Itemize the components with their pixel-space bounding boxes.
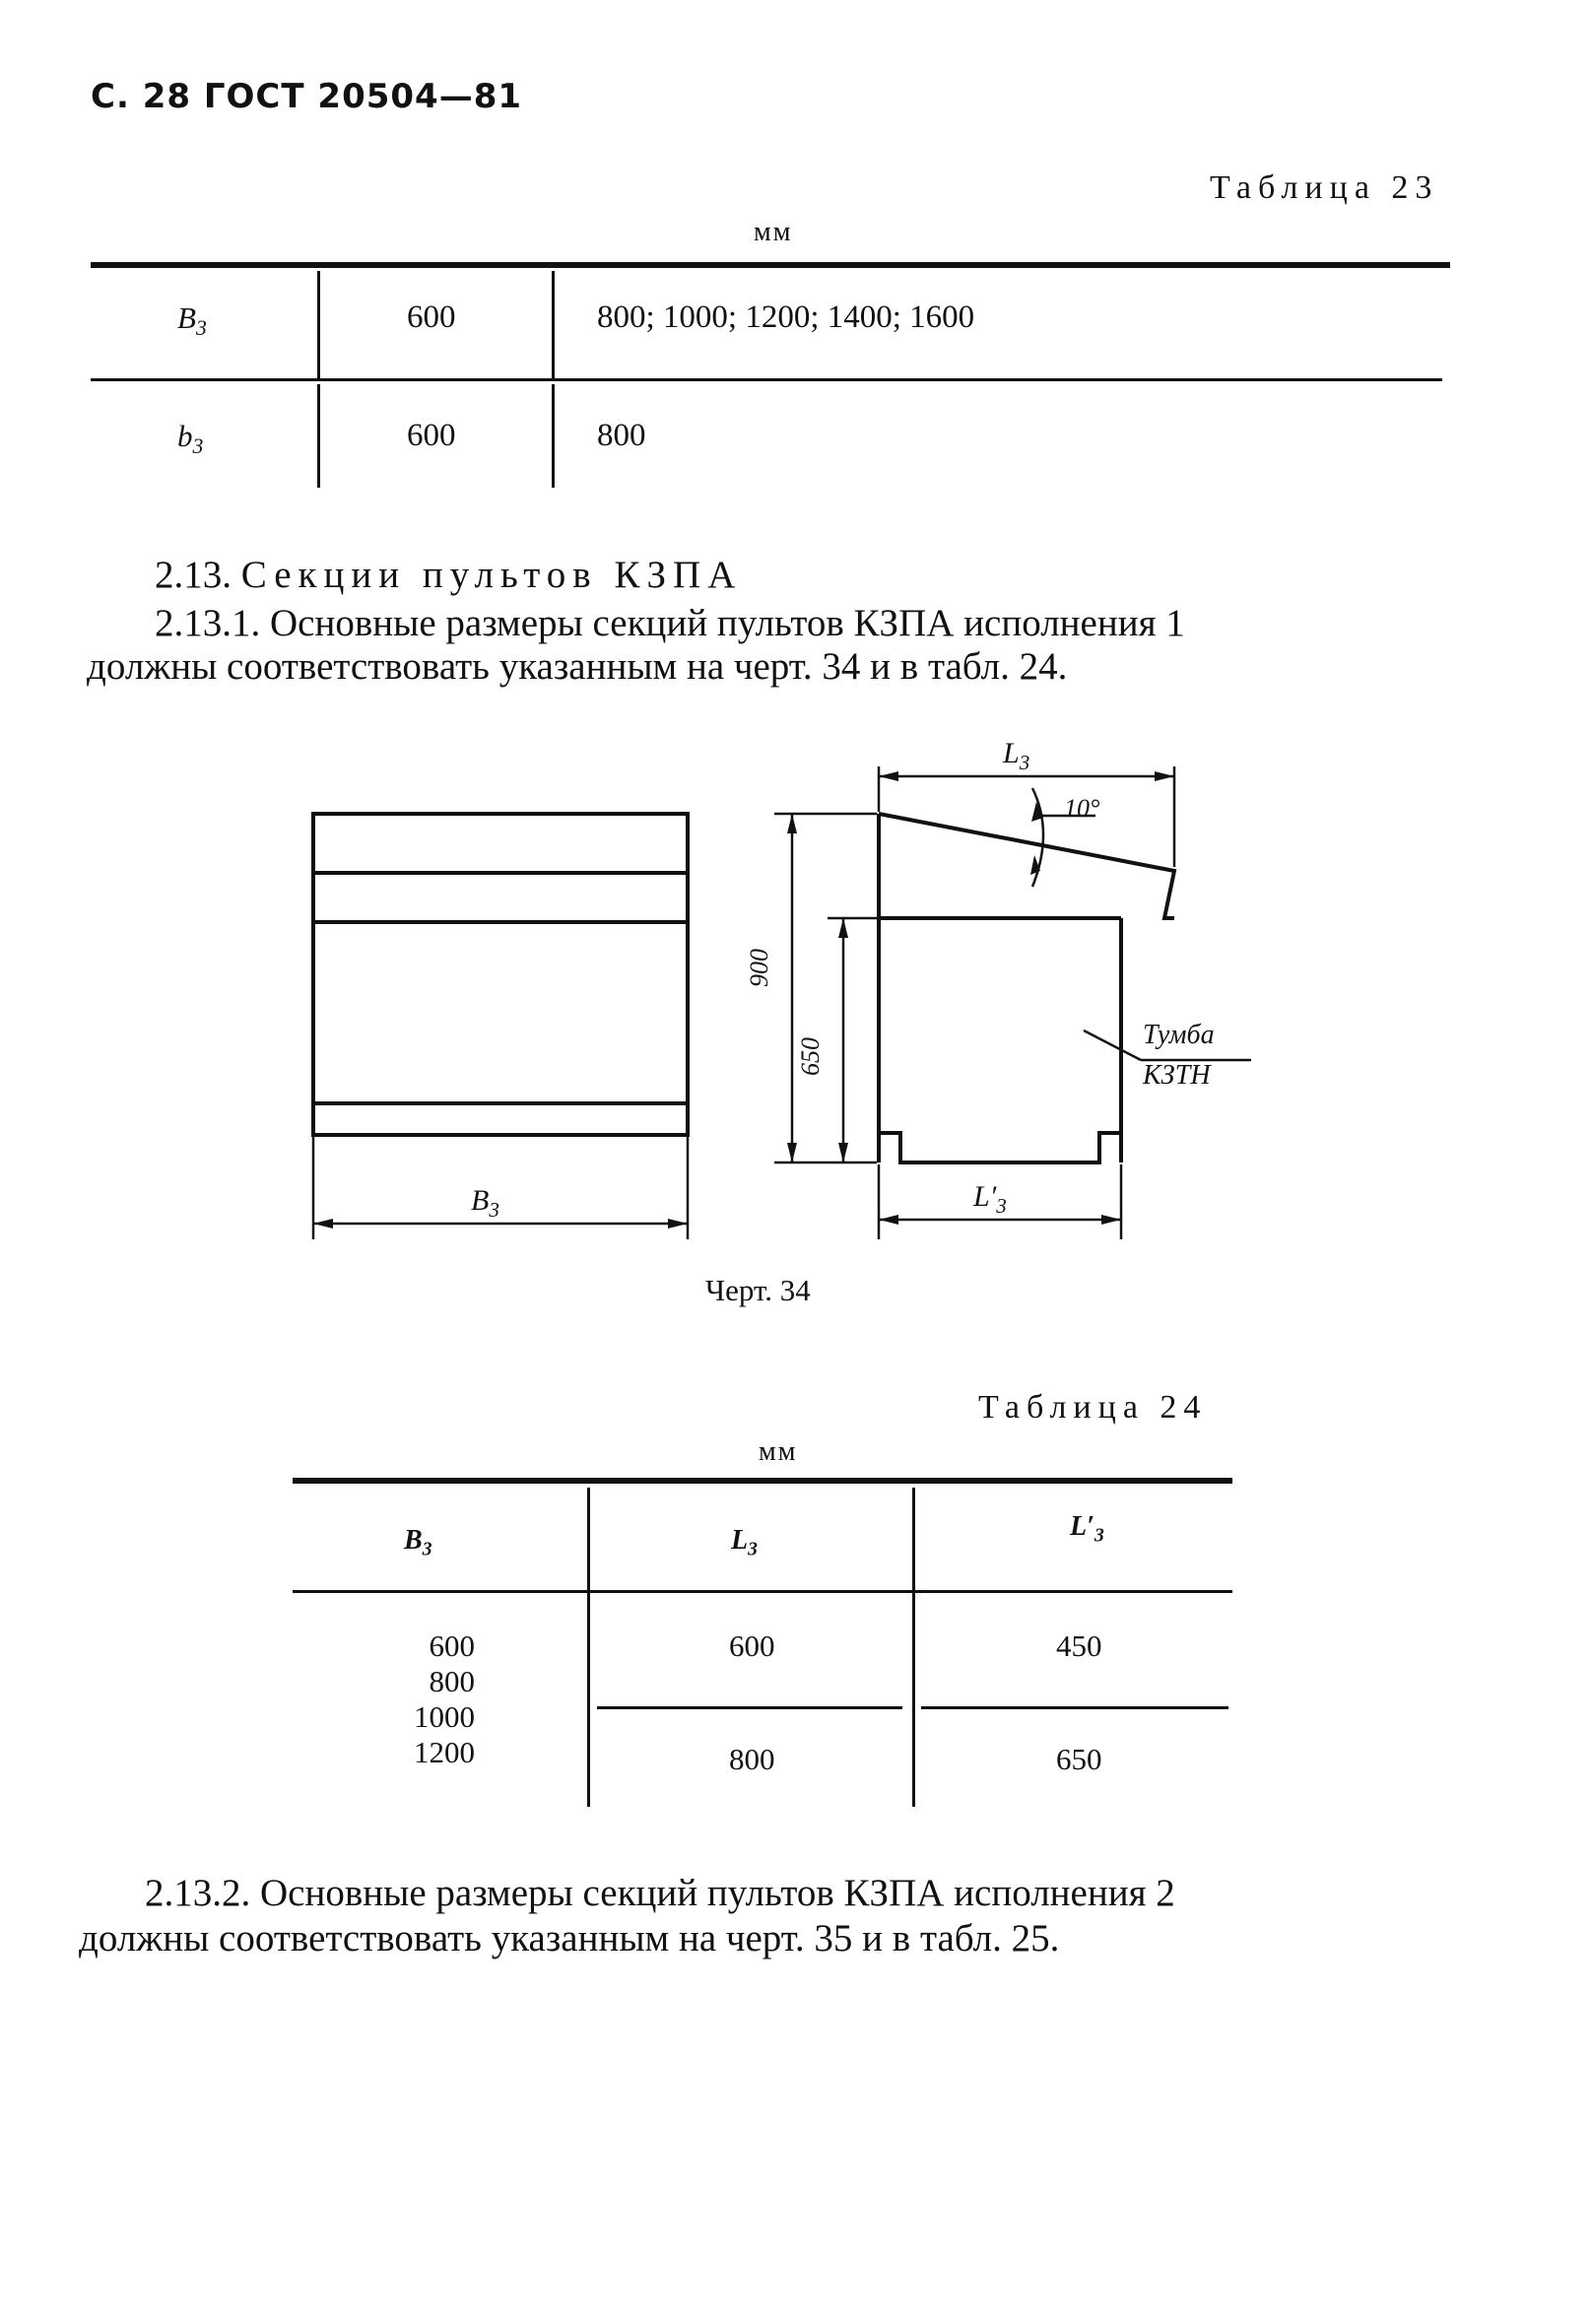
table23-units: мм bbox=[754, 217, 793, 247]
table23-row2-c1: 600 bbox=[407, 418, 456, 453]
paragraph-2-13-1-line2: должны соответствовать указанным на черт. 34 и в табл. 24. bbox=[87, 645, 1068, 688]
table24-caption: Таблица 24 bbox=[978, 1389, 1208, 1426]
table24-header-b3: $B_3$ bbox=[404, 1525, 432, 1560]
table23-top-rule bbox=[91, 262, 1450, 268]
table24-row1-l3: 600 bbox=[729, 1628, 775, 1663]
drawing-angle-label: 10° bbox=[1064, 794, 1100, 823]
paragraph-2-13-2-line2: должны соответствовать указанным на черт. 35 и в табл. 25. bbox=[79, 1917, 1060, 1959]
table23-col-divider-2a bbox=[552, 271, 555, 379]
table23-col-divider-2b bbox=[552, 384, 555, 488]
table24-row2-l3p: 650 bbox=[1056, 1742, 1102, 1776]
table23-row2-label: $b_3$ bbox=[177, 419, 204, 459]
table24-b3-value: 1000 bbox=[414, 1699, 475, 1734]
table24-top-rule bbox=[293, 1478, 1232, 1484]
drawing-label-l3-prime: $L'_3$ bbox=[973, 1180, 1007, 1218]
table24-header-l3-prime: $L'_3$ bbox=[1070, 1511, 1104, 1547]
drawing-label-tumba: Тумба bbox=[1143, 1020, 1215, 1050]
drawing-34-caption: Черт. 34 bbox=[705, 1273, 811, 1307]
table23-col-divider-1b bbox=[317, 384, 320, 488]
table23-col-divider-1a bbox=[317, 271, 320, 379]
table24-row-separator-1 bbox=[597, 1706, 902, 1709]
paragraph-2-13-1-line1: 2.13.1. Основные размеры секций пультов КЗПА исполнения 1 bbox=[155, 602, 1185, 644]
table23-caption: Таблица 23 bbox=[1210, 169, 1439, 206]
table23-row-separator bbox=[91, 378, 1442, 381]
drawing-34 bbox=[296, 739, 1281, 1271]
table24-header-rule bbox=[293, 1590, 1232, 1593]
table24-units: мм bbox=[759, 1436, 798, 1467]
page-header: С. 28 ГОСТ 20504—81 bbox=[91, 77, 523, 116]
drawing-dim-900: 900 bbox=[745, 949, 773, 987]
table24-b3-value: 600 bbox=[429, 1628, 475, 1663]
table24-col-divider-2 bbox=[912, 1488, 915, 1807]
front-view-outline bbox=[313, 814, 688, 1135]
drawing-label-l3: $L_3$ bbox=[1003, 737, 1030, 774]
paragraph-2-13-2-line1: 2.13.2. Основные размеры секций пультов КЗПА исполнения 2 bbox=[145, 1872, 1175, 1914]
section-heading: 2.13. Секции пультов КЗПА bbox=[155, 554, 743, 596]
table24-b3-value: 800 bbox=[429, 1664, 475, 1698]
table23-row1-label: $B_3$ bbox=[177, 300, 207, 341]
table24-row2-l3: 800 bbox=[729, 1742, 775, 1776]
table23-row1-c2: 800; 1000; 1200; 1400; 1600 bbox=[597, 299, 975, 335]
table24-b3-values bbox=[414, 1628, 475, 1770]
table24-header-l3: $L_3$ bbox=[731, 1525, 758, 1560]
drawing-dim-650: 650 bbox=[796, 1037, 825, 1076]
table24-row1-l3p: 450 bbox=[1056, 1628, 1102, 1663]
table24-col-divider-1 bbox=[587, 1488, 590, 1807]
table23-row2-c2: 800 bbox=[597, 418, 646, 453]
table24-b3-value: 1200 bbox=[414, 1735, 475, 1769]
drawing-label-kztn: КЗТН bbox=[1143, 1060, 1211, 1091]
drawing-label-b3: $B_3$ bbox=[471, 1184, 499, 1222]
table24-row-separator-2 bbox=[921, 1706, 1228, 1709]
table23-row1-c1: 600 bbox=[407, 299, 456, 335]
